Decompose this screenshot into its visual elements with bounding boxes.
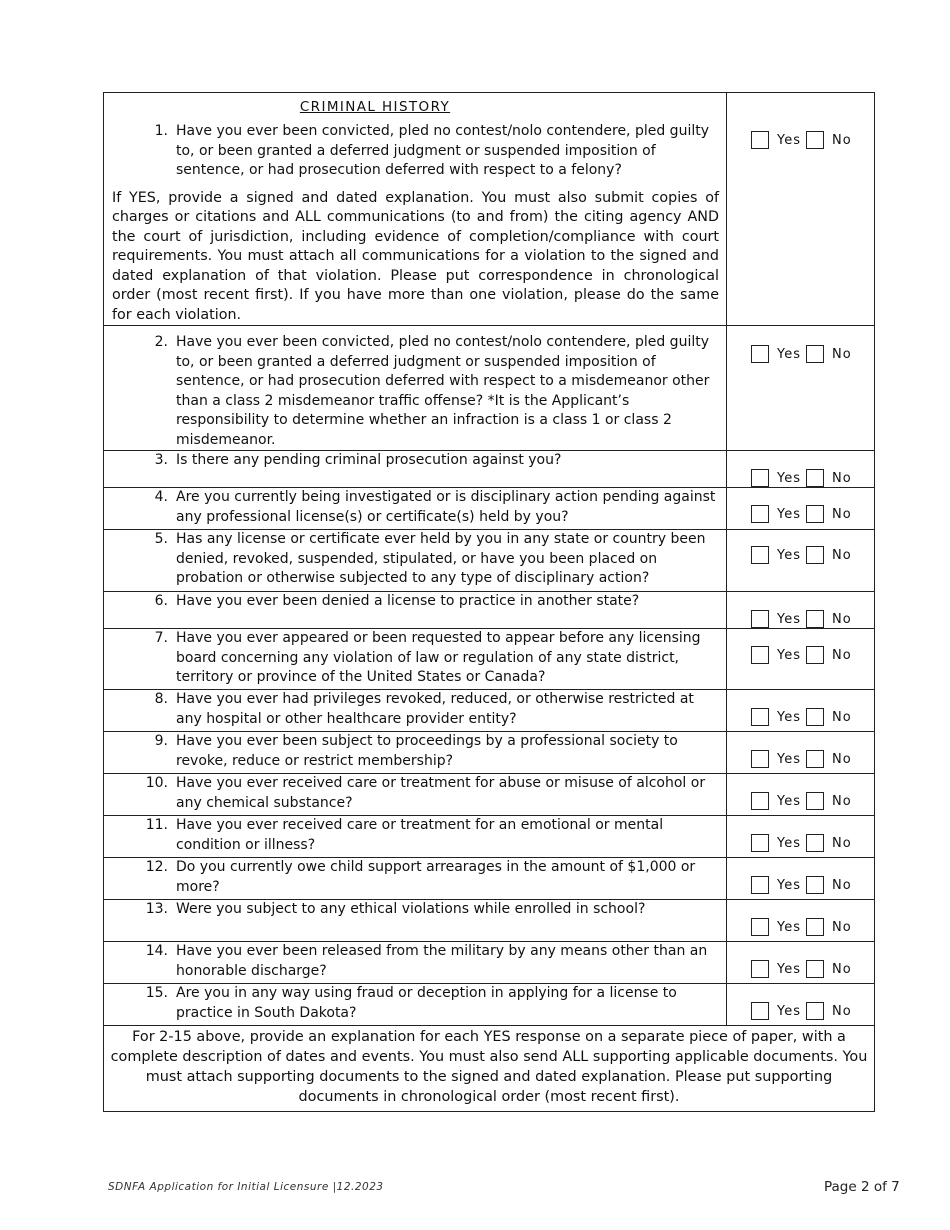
answer-14-cell — [727, 942, 875, 984]
question-2-cell — [104, 326, 727, 451]
question-1: 1. Have you ever been convicted, pled no contest/nolo contendere, pled guilty to, or been granted a deferred judgment or suspended imposition of sentence, or had prosecution deferred with respect to a felony? — [154, 123, 709, 178]
yes-no-8: Yes No — [751, 708, 852, 726]
yes-no-1: Yes No — [751, 131, 852, 149]
yes-no-12: Yes No — [751, 876, 852, 894]
question-7: 7. Have you ever appeared or been requested to appear before any licensing board concerning any violation of law or regulation of any state district, territory or province of the United States or Canada? — [154, 630, 701, 685]
question-6-cell — [104, 592, 727, 629]
yes-no-4: Yes No — [751, 505, 852, 523]
answer-12-cell — [727, 858, 875, 900]
yes-checkbox-9[interactable] — [751, 750, 769, 768]
yes-checkbox-3[interactable] — [751, 469, 769, 487]
yes-no-15: Yes No — [751, 1002, 852, 1020]
yes-checkbox-8[interactable] — [751, 708, 769, 726]
no-checkbox-11[interactable] — [806, 834, 824, 852]
question-4-cell — [104, 488, 727, 530]
yes-checkbox-13[interactable] — [751, 918, 769, 936]
no-checkbox-3[interactable] — [806, 469, 824, 487]
question-12-cell — [104, 858, 727, 900]
question-4: 4. Are you currently being investigated or is disciplinary action pending against any professional license(s) or certificate(s) held by you? — [154, 489, 716, 525]
yes-no-2: Yes No — [751, 345, 852, 363]
no-checkbox-8[interactable] — [806, 708, 824, 726]
question-3-cell — [104, 451, 727, 488]
question-9: 9. Have you ever been subject to proceedings by a professional society to revoke, reduce or restrict membership? — [154, 733, 678, 769]
question-2: 2. Have you ever been convicted, pled no contest/nolo contendere, pled guilty to, or been granted a deferred judgment or suspended imposition of sentence, or had prosecution deferred with respect to a misdemeanor other than a class 2 misdemeanor traffic offense? *It is the Applicant’s responsibility to determine whether an infraction is a class 1 or class 2 misdemeanor. — [154, 334, 710, 448]
yes-checkbox-11[interactable] — [751, 834, 769, 852]
no-checkbox-6[interactable] — [806, 610, 824, 628]
page-number: Page 2 of 7 — [824, 1179, 900, 1195]
no-checkbox-5[interactable] — [806, 546, 824, 564]
question-9-cell — [104, 732, 727, 774]
criminal-history-table — [103, 92, 875, 1112]
no-checkbox-7[interactable] — [806, 646, 824, 664]
answer-5-cell — [727, 530, 875, 592]
no-checkbox-4[interactable] — [806, 505, 824, 523]
question-14: 14. Have you ever been released from the military by any means other than an honorable discharge? — [145, 943, 708, 979]
yes-no-9: Yes No — [751, 750, 852, 768]
question-14-cell — [104, 942, 727, 984]
closing-note: For 2-15 above, provide an explanation for each YES response on a separate piece of paper, with a complete description of dates and events. You must also send ALL supporting applicable documents. You must attach supporting documents to the signed and dated explanation. Please put supporting documents in chronological order (most recent first). — [110, 1029, 868, 1105]
yes-no-11: Yes No — [751, 834, 852, 852]
yes-checkbox-2[interactable] — [751, 345, 769, 363]
yes-checkbox-14[interactable] — [751, 960, 769, 978]
no-checkbox-13[interactable] — [806, 918, 824, 936]
closing-note-cell — [104, 1026, 875, 1112]
yes-checkbox-7[interactable] — [751, 646, 769, 664]
question-7-cell — [104, 629, 727, 690]
question-10: 10. Have you ever received care or treatment for abuse or misuse of alcohol or any chemical substance? — [145, 775, 706, 811]
question-5: 5. Has any license or certificate ever held by you in any state or country been denied, revoked, suspended, stipulated, or have you been placed on probation or otherwise subjected to any type of disciplinary action? — [154, 531, 706, 586]
question-15-cell — [104, 984, 727, 1026]
question-8-cell — [104, 690, 727, 732]
yes-checkbox-5[interactable] — [751, 546, 769, 564]
answer-1-cell — [727, 93, 875, 326]
question-10-cell — [104, 774, 727, 816]
yes-checkbox-15[interactable] — [751, 1002, 769, 1020]
question-1-instructions: If YES, provide a signed and dated explanation. You must also submit copies of charges or citations and ALL communications (to and from) the citing agency AND the court of jurisdiction, including evidence of completion/compliance with court requirements. You must attach all communications for a violation to the signed and dated explanation of that violation. Please put correspondence in chronological order (most recent first). If you have more than one violation, please do the same for each violation. — [112, 189, 719, 323]
question-8: 8. Have you ever had privileges revoked, reduced, or otherwise restricted at any hospital or other healthcare provider entity? — [154, 691, 694, 727]
question-5-cell — [104, 530, 727, 592]
no-checkbox-10[interactable] — [806, 792, 824, 810]
yes-no-5: Yes No — [751, 546, 852, 564]
no-checkbox-15[interactable] — [806, 1002, 824, 1020]
answer-3-cell — [727, 451, 875, 488]
answer-13-cell — [727, 900, 875, 942]
yes-no-14: Yes No — [751, 960, 852, 978]
no-checkbox-12[interactable] — [806, 876, 824, 894]
answer-8-cell — [727, 690, 875, 732]
no-checkbox-2[interactable] — [806, 345, 824, 363]
section-title: CRIMINAL HISTORY — [299, 99, 451, 115]
answer-11-cell — [727, 816, 875, 858]
question-3: 3. Is there any pending criminal prosecution against you? — [154, 452, 562, 468]
yes-checkbox-10[interactable] — [751, 792, 769, 810]
question-1-cell — [104, 93, 727, 326]
question-6: 6. Have you ever been denied a license to practice in another state? — [154, 593, 640, 609]
answer-6-cell — [727, 592, 875, 629]
answer-2-cell — [727, 326, 875, 451]
form-name-footer: SDNFA Application for Initial Licensure |12.2023 — [108, 1181, 384, 1193]
yes-no-7: Yes No — [751, 646, 852, 664]
no-checkbox-14[interactable] — [806, 960, 824, 978]
answer-10-cell — [727, 774, 875, 816]
question-15: 15. Are you in any way using fraud or deception in applying for a license to practice in South Dakota? — [145, 985, 677, 1021]
answer-9-cell — [727, 732, 875, 774]
question-11-cell — [104, 816, 727, 858]
answer-4-cell — [727, 488, 875, 530]
yes-no-3: Yes No — [751, 469, 852, 487]
question-11: 11. Have you ever received care or treatment for an emotional or mental condition or illness? — [145, 817, 664, 853]
question-13: 13. Were you subject to any ethical violations while enrolled in school? — [145, 901, 646, 917]
yes-checkbox-1[interactable] — [751, 131, 769, 149]
question-12: 12. Do you currently owe child support arrearages in the amount of $1,000 or more? — [145, 859, 696, 895]
yes-no-6: Yes No — [751, 610, 852, 628]
yes-no-10: Yes No — [751, 792, 852, 810]
yes-no-13: Yes No — [751, 918, 852, 936]
answer-7-cell — [727, 629, 875, 690]
no-checkbox-9[interactable] — [806, 750, 824, 768]
question-13-cell — [104, 900, 727, 942]
yes-checkbox-4[interactable] — [751, 505, 769, 523]
answer-15-cell — [727, 984, 875, 1026]
no-checkbox-1[interactable] — [806, 131, 824, 149]
yes-checkbox-6[interactable] — [751, 610, 769, 628]
yes-checkbox-12[interactable] — [751, 876, 769, 894]
